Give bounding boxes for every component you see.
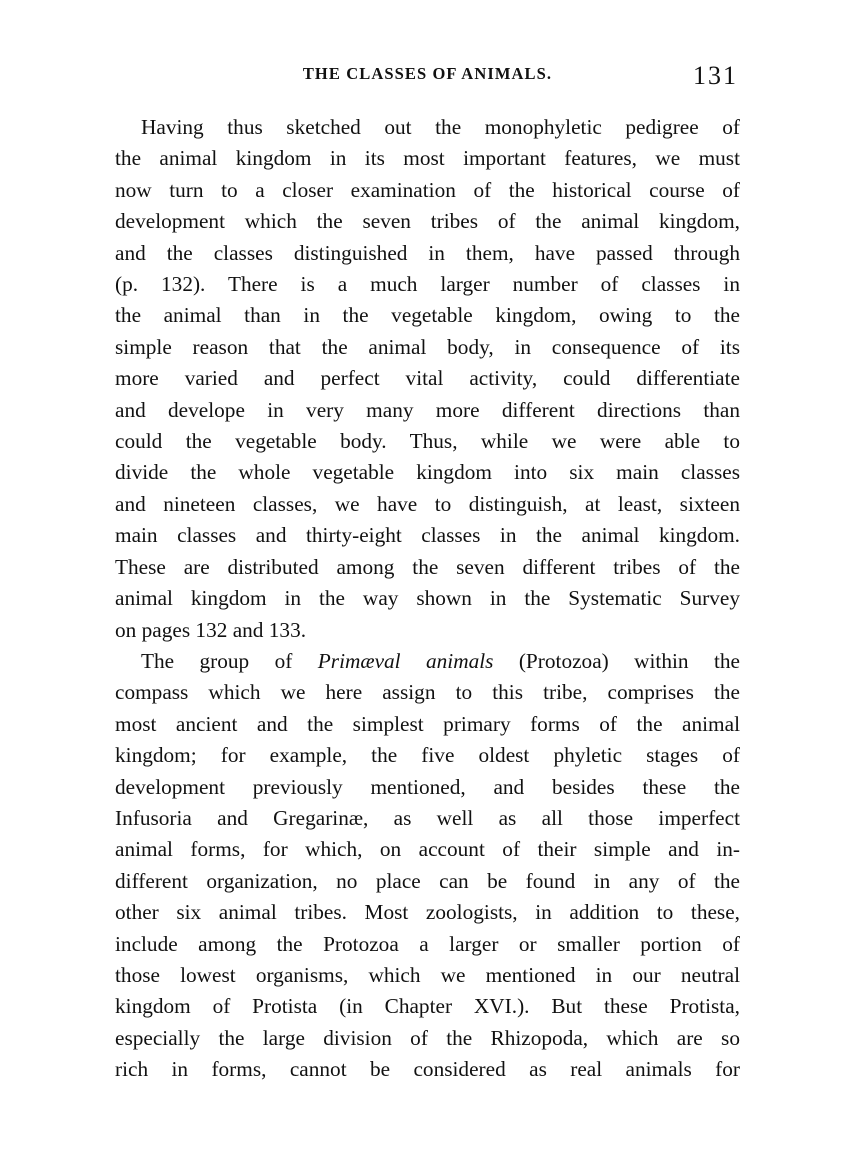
text-line: kingdom; for example, the five oldest phyletic stages of <box>115 743 740 768</box>
text-line: those lowest organisms, which we mentioned in our neutral <box>115 962 740 987</box>
text-run: The group of <box>141 648 318 673</box>
text-line: and develope in very many more different directions than <box>115 397 740 422</box>
text-line: now turn to a closer examination of the historical course of <box>115 177 740 202</box>
text-line: include among the Protozoa a larger or smaller portion of <box>115 931 740 956</box>
text-line: different organization, no place can be found in any of the <box>115 868 740 893</box>
page-number: 131 <box>693 61 738 90</box>
text-line: (p. 132). There is a much larger number of classes in <box>115 272 740 297</box>
text-line: more varied and perfect vital activity, could differentiate <box>115 366 740 391</box>
running-head <box>115 62 740 92</box>
text-line: most ancient and the simplest primary forms of the animal <box>115 711 740 736</box>
text-line: simple reason that the animal body, in consequence of its <box>115 334 740 359</box>
body-text <box>115 112 740 1086</box>
text-line: Having thus sketched out the monophyletic pedigree of <box>141 115 740 139</box>
text-line: the animal kingdom in its most important features, we must <box>115 146 740 171</box>
text-line: Infusoria and Gregarinæ, as well as all those imperfect <box>115 805 740 830</box>
running-title: THE CLASSES OF ANIMALS. <box>302 64 553 83</box>
text-line: animal kingdom in the way shown in the Systematic Survey <box>115 586 740 611</box>
text-line: main classes and thirty-eight classes in the animal kingdom. <box>115 523 740 548</box>
text-line: development previously mentioned, and besides these the <box>115 774 740 799</box>
paragraph-2 <box>115 646 740 1086</box>
text-line: rich in forms, cannot be considered as real animals for <box>115 1057 740 1082</box>
text-line: other six animal tribes. Most zoologists, in addition to these, <box>115 900 740 925</box>
text-line: kingdom of Protista (in Chapter XVI.). But these Protista, <box>115 994 740 1019</box>
text-line: on pages 132 and 133. <box>115 617 307 642</box>
text-line: These are distributed among the seven different tribes of the <box>115 554 740 579</box>
paragraph-1 <box>115 112 740 646</box>
text-line: especially the large division of the Rhizopoda, which are so <box>115 1025 740 1050</box>
text-line <box>115 646 740 677</box>
text-line: divide the whole vegetable kingdom into six main classes <box>115 460 740 485</box>
text-line: development which the seven tribes of the animal kingdom, <box>115 209 740 234</box>
text-line: could the vegetable body. Thus, while we were able to <box>115 429 740 454</box>
text-line: animal forms, for which, on account of their simple and in- <box>115 837 740 862</box>
italic-term: Primæval animals <box>317 648 494 673</box>
text-line: compass which we here assign to this tribe, comprises the <box>115 680 740 705</box>
text-run: (Protozoa) within the <box>493 648 740 673</box>
text-line: and the classes distinguished in them, have passed through <box>115 240 740 265</box>
text-line: and nineteen classes, we have to distinguish, at least, sixteen <box>115 491 740 516</box>
text-line: the animal than in the vegetable kingdom, owing to the <box>115 303 740 328</box>
